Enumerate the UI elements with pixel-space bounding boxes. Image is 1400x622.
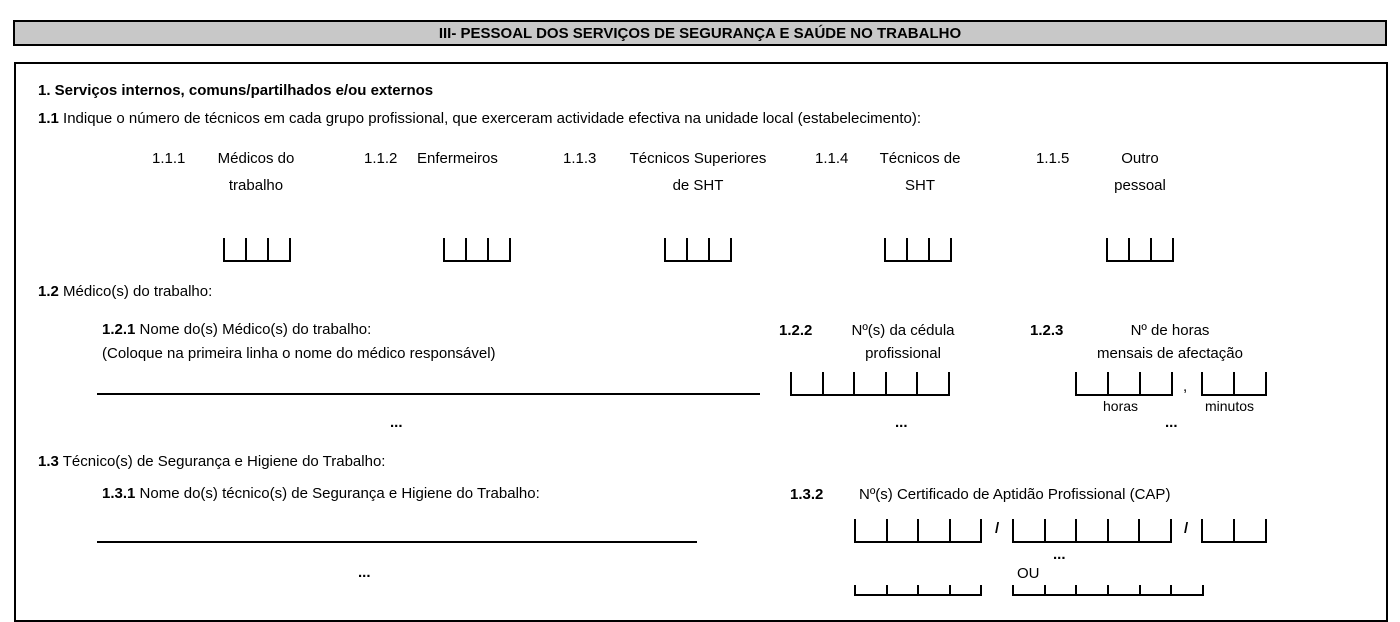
minutes-input[interactable]	[1201, 372, 1267, 396]
minutes-label: minutos	[1205, 398, 1255, 414]
question-1-3	[38, 453, 385, 470]
cap-input-part1[interactable]	[854, 519, 982, 543]
question-1-1	[38, 110, 921, 127]
group-1-1-4-label-line2: SHT	[905, 177, 935, 194]
hours-input[interactable]	[1075, 372, 1173, 396]
question-1-3-1-text: Nome do(s) técnico(s) de Segurança e Higiene do Trabalho:	[139, 485, 540, 502]
group-1-1-3-label-line1: Técnicos Superiores	[629, 150, 767, 167]
alt-cap-input-part1[interactable]	[854, 585, 982, 596]
group-1-1-4-label-line1: Técnicos de	[879, 150, 961, 167]
group-1-1-1-label-line2: trabalho	[228, 177, 284, 194]
question-1-2-3-line2: mensais de afectação	[1097, 345, 1243, 362]
question-1-2-1-number: 1.2.1	[102, 321, 136, 338]
section-title: III- PESSOAL DOS SERVIÇOS DE SEGURANÇA E SAÚDE NO TRABALHO	[438, 24, 962, 42]
section-header	[13, 20, 1387, 46]
form-panel	[14, 62, 1388, 622]
question-1-3-2-number: 1.3.2	[790, 486, 824, 503]
group-1-1-5-label-line2: pessoal	[1114, 177, 1166, 194]
question-1-3-number: 1.3	[38, 453, 59, 470]
cap-slash-1: /	[995, 520, 1000, 537]
group-1-1-3-label-line2: de SHT	[672, 177, 724, 194]
cedula-input[interactable]	[790, 372, 950, 396]
question-1-2-1-note: (Coloque na primeira linha o nome do médico responsável)	[102, 345, 496, 362]
group-1-1-2-number: 1.1.2	[364, 150, 398, 167]
cap-or-label: OU	[1017, 565, 1040, 582]
question-1-2-1	[102, 321, 371, 338]
cedula-ellipsis: ...	[895, 414, 908, 431]
section-1-title: 1. Serviços internos, comuns/partilhados e/ou externos	[38, 82, 434, 99]
group-1-1-5-number: 1.1.5	[1036, 150, 1070, 167]
question-1-2-3-number: 1.2.3	[1030, 322, 1064, 339]
hours-label: horas	[1103, 398, 1139, 414]
question-1-2-number: 1.2	[38, 283, 59, 300]
question-1-1-number: 1.1	[38, 110, 59, 127]
question-1-3-text: Técnico(s) de Segurança e Higiene do Trabalho:	[62, 453, 386, 470]
count-input-outro-pessoal[interactable]	[1106, 238, 1174, 262]
question-1-2-2-line1: Nº(s) da cédula	[851, 322, 955, 339]
hours-ellipsis: ...	[1165, 414, 1178, 431]
group-1-1-1-number: 1.1.1	[152, 150, 186, 167]
medico-name-ellipsis: ...	[390, 414, 403, 431]
tecnico-name-ellipsis: ...	[358, 564, 371, 581]
count-input-medicos[interactable]	[223, 238, 291, 262]
count-input-tecnicos-sht[interactable]	[884, 238, 952, 262]
group-1-1-4-number: 1.1.4	[815, 150, 849, 167]
count-input-tecnicos-superiores[interactable]	[664, 238, 732, 262]
cap-input-part3[interactable]	[1201, 519, 1267, 543]
group-1-1-3-number: 1.1.3	[563, 150, 597, 167]
count-input-enfermeiros[interactable]	[443, 238, 511, 262]
cap-ellipsis: ...	[1053, 546, 1066, 563]
cap-slash-2: /	[1184, 520, 1189, 537]
question-1-3-1	[102, 485, 540, 502]
cap-input-part2[interactable]	[1012, 519, 1172, 543]
question-1-2-text: Médico(s) do trabalho:	[63, 283, 213, 300]
question-1-3-1-number: 1.3.1	[102, 485, 136, 502]
hours-minutes-separator: ,	[1183, 378, 1188, 395]
question-1-2-2-number: 1.2.2	[779, 322, 813, 339]
medico-name-input-line[interactable]	[97, 393, 760, 395]
question-1-3-2-text: Nº(s) Certificado de Aptidão Profissional (CAP)	[859, 486, 1171, 503]
tecnico-name-input-line[interactable]	[97, 541, 697, 543]
alt-cap-input-part2[interactable]	[1012, 585, 1204, 596]
question-1-2	[38, 283, 212, 300]
group-1-1-5-label-line1: Outro	[1121, 150, 1159, 167]
question-1-2-3-line1: Nº de horas	[1130, 322, 1210, 339]
group-1-1-2-label-line1: Enfermeiros	[417, 150, 498, 167]
question-1-1-text: Indique o número de técnicos em cada grupo profissional, que exerceram actividade efectiva na unidade local (estabelecimento):	[63, 110, 922, 127]
group-1-1-1-label-line1: Médicos do	[217, 150, 295, 167]
question-1-2-1-text: Nome do(s) Médico(s) do trabalho:	[139, 321, 372, 338]
question-1-2-2-line2: profissional	[865, 345, 941, 362]
